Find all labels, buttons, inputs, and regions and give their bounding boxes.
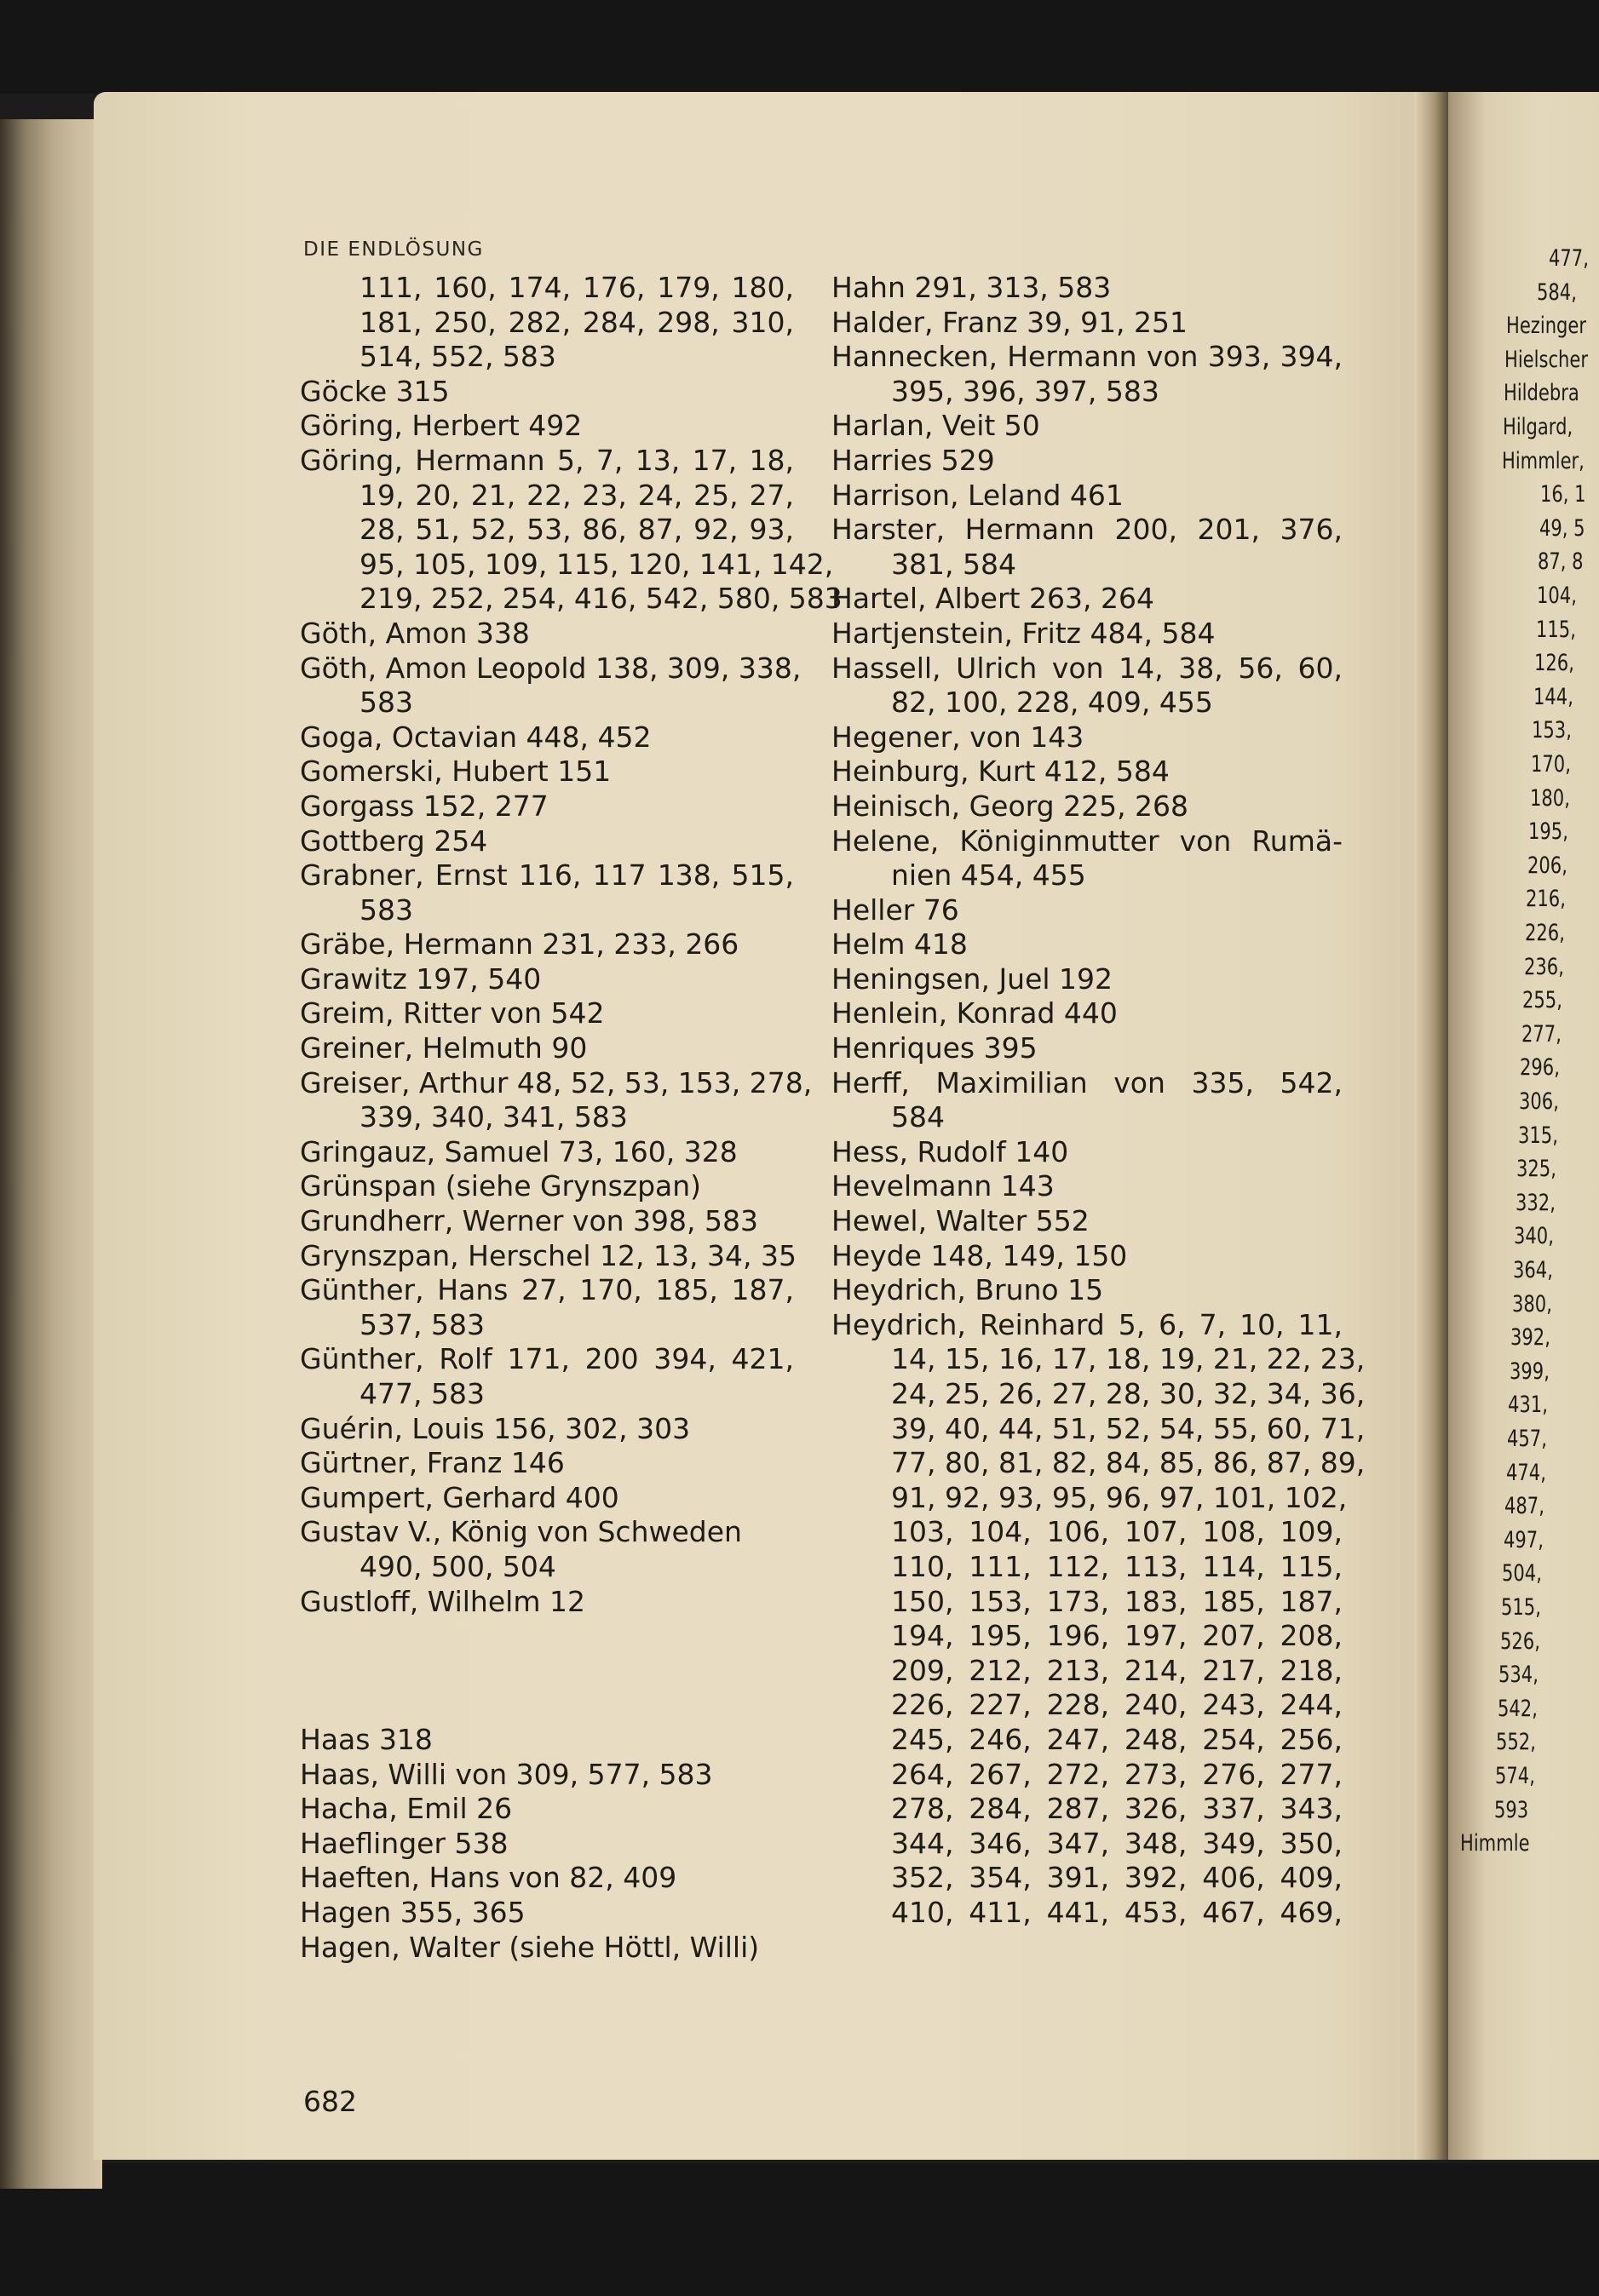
right-page-fragment: 526, (1499, 1627, 1540, 1655)
index-entry: Hagen 355, 365 (300, 1895, 526, 1929)
right-page-fragment: 380, (1511, 1290, 1552, 1317)
index-entry: Hartel, Albert 263, 264 (831, 582, 1154, 616)
index-entry-continuation: nien 454, 455 (891, 858, 1086, 893)
index-entry: Heller 76 (831, 893, 959, 927)
index-entry: Hartjenstein, Fritz 484, 584 (831, 616, 1216, 650)
right-page-fragment: 584, (1537, 278, 1577, 306)
index-entry: Haeften, Hans von 82, 409 (300, 1861, 677, 1895)
background-bottom (0, 2163, 1599, 2296)
index-entry: Helm 418 (831, 927, 968, 961)
index-entry: Guérin, Louis 156, 302, 303 (300, 1411, 691, 1445)
right-page-fragment: 216, (1526, 886, 1567, 913)
index-entry: Henriques 395 (831, 1031, 1038, 1065)
index-entry-continuation: 264, 267, 272, 273, 276, 277, (891, 1757, 1343, 1791)
index-entry-continuation: 278, 284, 287, 326, 337, 343, (891, 1792, 1343, 1826)
right-page-fragment: 226, (1525, 920, 1565, 946)
index-entry: Grabner, Ernst 116, 117 138, 515, (300, 858, 794, 893)
index-entry: Hannecken, Hermann von 393, 394, (831, 340, 1343, 374)
background-top (0, 0, 1599, 94)
right-page-fragment: 170, (1531, 751, 1571, 778)
index-entry: Göth, Amon Leopold 138, 309, 338, (300, 651, 802, 685)
index-entry-continuation: 28, 51, 52, 53, 86, 87, 92, 93, (359, 513, 794, 547)
index-entry: Harrison, Leland 461 (831, 478, 1124, 512)
index-entry-continuation: 219, 252, 254, 416, 542, 580, 583 (359, 582, 843, 616)
index-entry-continuation: 150, 153, 173, 183, 185, 187, (891, 1584, 1343, 1618)
right-page-fragment: 255, (1522, 987, 1563, 1014)
right-page-fragment: 115, (1535, 616, 1576, 643)
right-page-fragment: Hilgard, (1503, 414, 1573, 440)
index-column-left (300, 271, 843, 1965)
index-entry: Gürtner, Franz 146 (300, 1446, 565, 1480)
index-entry: Gustav V., König von Schweden (300, 1515, 742, 1549)
index-entry: Hagen, Walter (siehe Höttl, Willi) (300, 1930, 760, 1964)
index-entry: Gringauz, Samuel 73, 160, 328 (300, 1134, 738, 1168)
index-entry: Hewel, Walter 552 (831, 1204, 1090, 1238)
page-stack-edge (0, 119, 102, 2189)
index-entry: Greiser, Arthur 48, 52, 53, 153, 278, (300, 1065, 813, 1099)
index-entry: Greim, Ritter von 542 (300, 996, 605, 1030)
index-entry-continuation: 111, 160, 174, 176, 179, 180, (359, 271, 794, 304)
right-page-fragment: 332, (1515, 1189, 1556, 1216)
right-page-fragment: 315, (1517, 1122, 1558, 1149)
right-page-fragment: 542, (1497, 1695, 1538, 1722)
right-page-fragment: 16, 1 (1540, 481, 1586, 508)
index-entry: Hevelmann 143 (831, 1169, 1055, 1203)
index-entry: Goga, Octavian 448, 452 (300, 720, 652, 754)
right-page-fragment: 392, (1510, 1324, 1551, 1352)
right-page-fragment: 504, (1502, 1560, 1543, 1587)
index-entry: Göring, Herbert 492 (300, 409, 583, 443)
running-head: DIE ENDLÖSUNG (303, 238, 484, 261)
index-entry: Heningsen, Juel 192 (831, 961, 1113, 996)
index-entry: Harster, Hermann 200, 201, 376, (831, 513, 1343, 547)
index-entry-continuation: 584 (891, 1100, 945, 1134)
index-entry-continuation: 583 (359, 686, 413, 720)
right-page-fragment: 325, (1516, 1156, 1557, 1183)
index-entry-continuation: 181, 250, 282, 284, 298, 310, (359, 305, 794, 339)
index-entry: Hassell, Ulrich von 14, 38, 56, 60, (831, 651, 1343, 685)
index-entry-continuation: 410, 411, 441, 453, 467, 469, (891, 1895, 1343, 1929)
right-page-fragment: 364, (1513, 1257, 1553, 1283)
index-entry-continuation: 490, 500, 504 (359, 1549, 556, 1583)
index-entry: Heydrich, Bruno 15 (831, 1273, 1104, 1307)
right-page-fragment: 277, (1521, 1020, 1562, 1048)
index-entry-continuation: 95, 105, 109, 115, 120, 141, 142, (359, 547, 834, 581)
right-page-fragment: 593 (1493, 1796, 1528, 1823)
index-spacer (300, 1654, 794, 1689)
right-page-fragment: 87, 8 (1538, 548, 1584, 576)
index-entry: Haas 318 (300, 1722, 433, 1756)
index-entry-continuation: 339, 340, 341, 583 (359, 1100, 628, 1134)
right-page-fragment: 104, (1537, 583, 1577, 609)
index-entry-continuation: 344, 346, 347, 348, 349, 350, (891, 1826, 1343, 1860)
right-page-fragment: Himmler, (1501, 447, 1585, 474)
index-entry-continuation: 103, 104, 106, 107, 108, 109, (891, 1515, 1343, 1549)
right-page-fragment: 574, (1495, 1763, 1535, 1789)
index-entry-continuation: 19, 20, 21, 22, 23, 24, 25, 27, (359, 478, 794, 512)
index-entry: Grundherr, Werner von 398, 583 (300, 1204, 759, 1238)
index-entry-continuation: 381, 584 (891, 547, 1016, 581)
index-entry: Hahn 291, 313, 583 (831, 271, 1112, 304)
index-entry: Grawitz 197, 540 (300, 961, 542, 996)
index-entry-continuation: 194, 195, 196, 197, 207, 208, (891, 1619, 1343, 1653)
index-entry-continuation: 395, 396, 397, 583 (891, 374, 1159, 408)
index-entry: Herff, Maximilian von 335, 542, (831, 1065, 1343, 1099)
index-spacer (300, 1688, 794, 1723)
right-page-fragment: 431, (1508, 1392, 1549, 1419)
index-entry: Gomerski, Hubert 151 (300, 755, 612, 789)
index-entry-continuation: 583 (359, 893, 413, 927)
index-entry: Heinisch, Georg 225, 268 (831, 789, 1189, 823)
right-page-fragment: 534, (1498, 1662, 1539, 1689)
index-entry-continuation: 39, 40, 44, 51, 52, 54, 55, 60, 71, (891, 1411, 1366, 1445)
index-entry: Heyde 148, 149, 150 (831, 1238, 1128, 1272)
right-page-fragment: 474, (1505, 1459, 1546, 1486)
index-entry-continuation: 82, 100, 228, 409, 455 (891, 686, 1213, 720)
right-page-fragment: 195, (1528, 818, 1569, 846)
right-page-fragment: 206, (1527, 852, 1567, 879)
index-entry-continuation: 477, 583 (359, 1377, 485, 1410)
index-entry: Göth, Amon 338 (300, 616, 530, 650)
index-entry: Göring, Hermann 5, 7, 13, 17, 18, (300, 443, 794, 477)
index-entry-continuation: 226, 227, 228, 240, 243, 244, (891, 1688, 1343, 1722)
index-entry: Harries 529 (831, 443, 995, 477)
right-page-fragment: Hildebra (1504, 380, 1579, 407)
index-entry-continuation: 110, 111, 112, 113, 114, 115, (891, 1549, 1343, 1583)
book-gutter (1414, 92, 1448, 2160)
index-entry: Günther, Rolf 171, 200 394, 421, (300, 1342, 794, 1376)
right-page-fragment: 552, (1496, 1729, 1537, 1756)
right-page-fragment: 477, (1549, 245, 1589, 272)
right-page-fragment: Hezinger (1505, 313, 1586, 340)
right-page-fragment: 180, (1529, 784, 1570, 812)
index-entry-continuation: 537, 583 (359, 1307, 485, 1341)
index-entry-continuation: 14, 15, 16, 17, 18, 19, 21, 22, 23, (891, 1342, 1366, 1376)
index-entry: Günther, Hans 27, 170, 185, 187, (300, 1273, 794, 1307)
index-entry: Halder, Franz 39, 91, 251 (831, 305, 1188, 339)
right-page-fragment: Hielscher (1504, 346, 1589, 373)
index-entry: Gumpert, Gerhard 400 (300, 1480, 619, 1514)
right-page-fragment: 515, (1501, 1594, 1541, 1621)
page-number: 682 (303, 2085, 357, 2118)
index-entry: Gustloff, Wilhelm 12 (300, 1584, 585, 1618)
right-page-fragment: 457, (1507, 1426, 1547, 1452)
index-entry: Gottberg 254 (300, 824, 488, 858)
index-entry-continuation: 209, 212, 213, 214, 217, 218, (891, 1653, 1343, 1687)
right-page-fragment: 340, (1514, 1223, 1555, 1250)
index-entry: Hess, Rudolf 140 (831, 1134, 1069, 1168)
index-entry-continuation: 245, 246, 247, 248, 254, 256, (891, 1722, 1343, 1756)
index-entry: Henlein, Konrad 440 (831, 996, 1118, 1030)
right-page-fragment: 144, (1533, 683, 1573, 710)
right-page-fragment: 236, (1523, 953, 1564, 980)
index-entry-continuation: 514, 552, 583 (359, 340, 556, 374)
index-entry: Helene, Königinmutter von Rumä- (831, 824, 1343, 858)
right-page-fragment: 296, (1520, 1054, 1561, 1082)
index-entry-continuation: 352, 354, 391, 392, 406, 409, (891, 1861, 1343, 1895)
right-page-fragment: 497, (1503, 1526, 1544, 1553)
index-entry: Harlan, Veit 50 (831, 409, 1040, 443)
index-entry: Gräbe, Hermann 231, 233, 266 (300, 927, 739, 961)
index-entry-continuation: 77, 80, 81, 82, 84, 85, 86, 87, 89, (891, 1446, 1366, 1480)
index-entry-continuation: 24, 25, 26, 27, 28, 30, 32, 34, 36, (891, 1377, 1366, 1410)
right-page-fragment: 126, (1534, 650, 1575, 677)
index-entry: Haeflinger 538 (300, 1826, 509, 1860)
index-entry: Göcke 315 (300, 374, 450, 408)
right-page-fragment: 487, (1504, 1493, 1545, 1520)
index-entry: Grynszpan, Herschel 12, 13, 34, 35 (300, 1238, 797, 1272)
index-entry: Hacha, Emil 26 (300, 1792, 513, 1826)
right-page-fragment: 399, (1509, 1358, 1550, 1385)
index-entry: Hegener, von 143 (831, 720, 1084, 754)
right-page-fragment: 306, (1519, 1088, 1559, 1115)
index-entry: Haas, Willi von 309, 577, 583 (300, 1757, 713, 1791)
right-page-fragment: Himmle (1459, 1830, 1530, 1857)
index-entry: Greiner, Helmuth 90 (300, 1031, 588, 1065)
right-page-fragment: 153, (1532, 717, 1573, 744)
right-page-fragment: 49, 5 (1539, 514, 1585, 542)
index-entry: Grünspan (siehe Grynszpan) (300, 1169, 702, 1203)
index-entry: Gorgass 152, 277 (300, 789, 549, 823)
index-entry-continuation: 91, 92, 93, 95, 96, 97, 101, 102, (891, 1480, 1348, 1514)
index-entry: Heydrich, Reinhard 5, 6, 7, 10, 11, (831, 1307, 1343, 1341)
book-page-right (1448, 92, 1599, 2160)
index-spacer (300, 1619, 794, 1654)
index-entry: Heinburg, Kurt 412, 584 (831, 755, 1170, 789)
index-column-middle (831, 271, 1366, 1931)
